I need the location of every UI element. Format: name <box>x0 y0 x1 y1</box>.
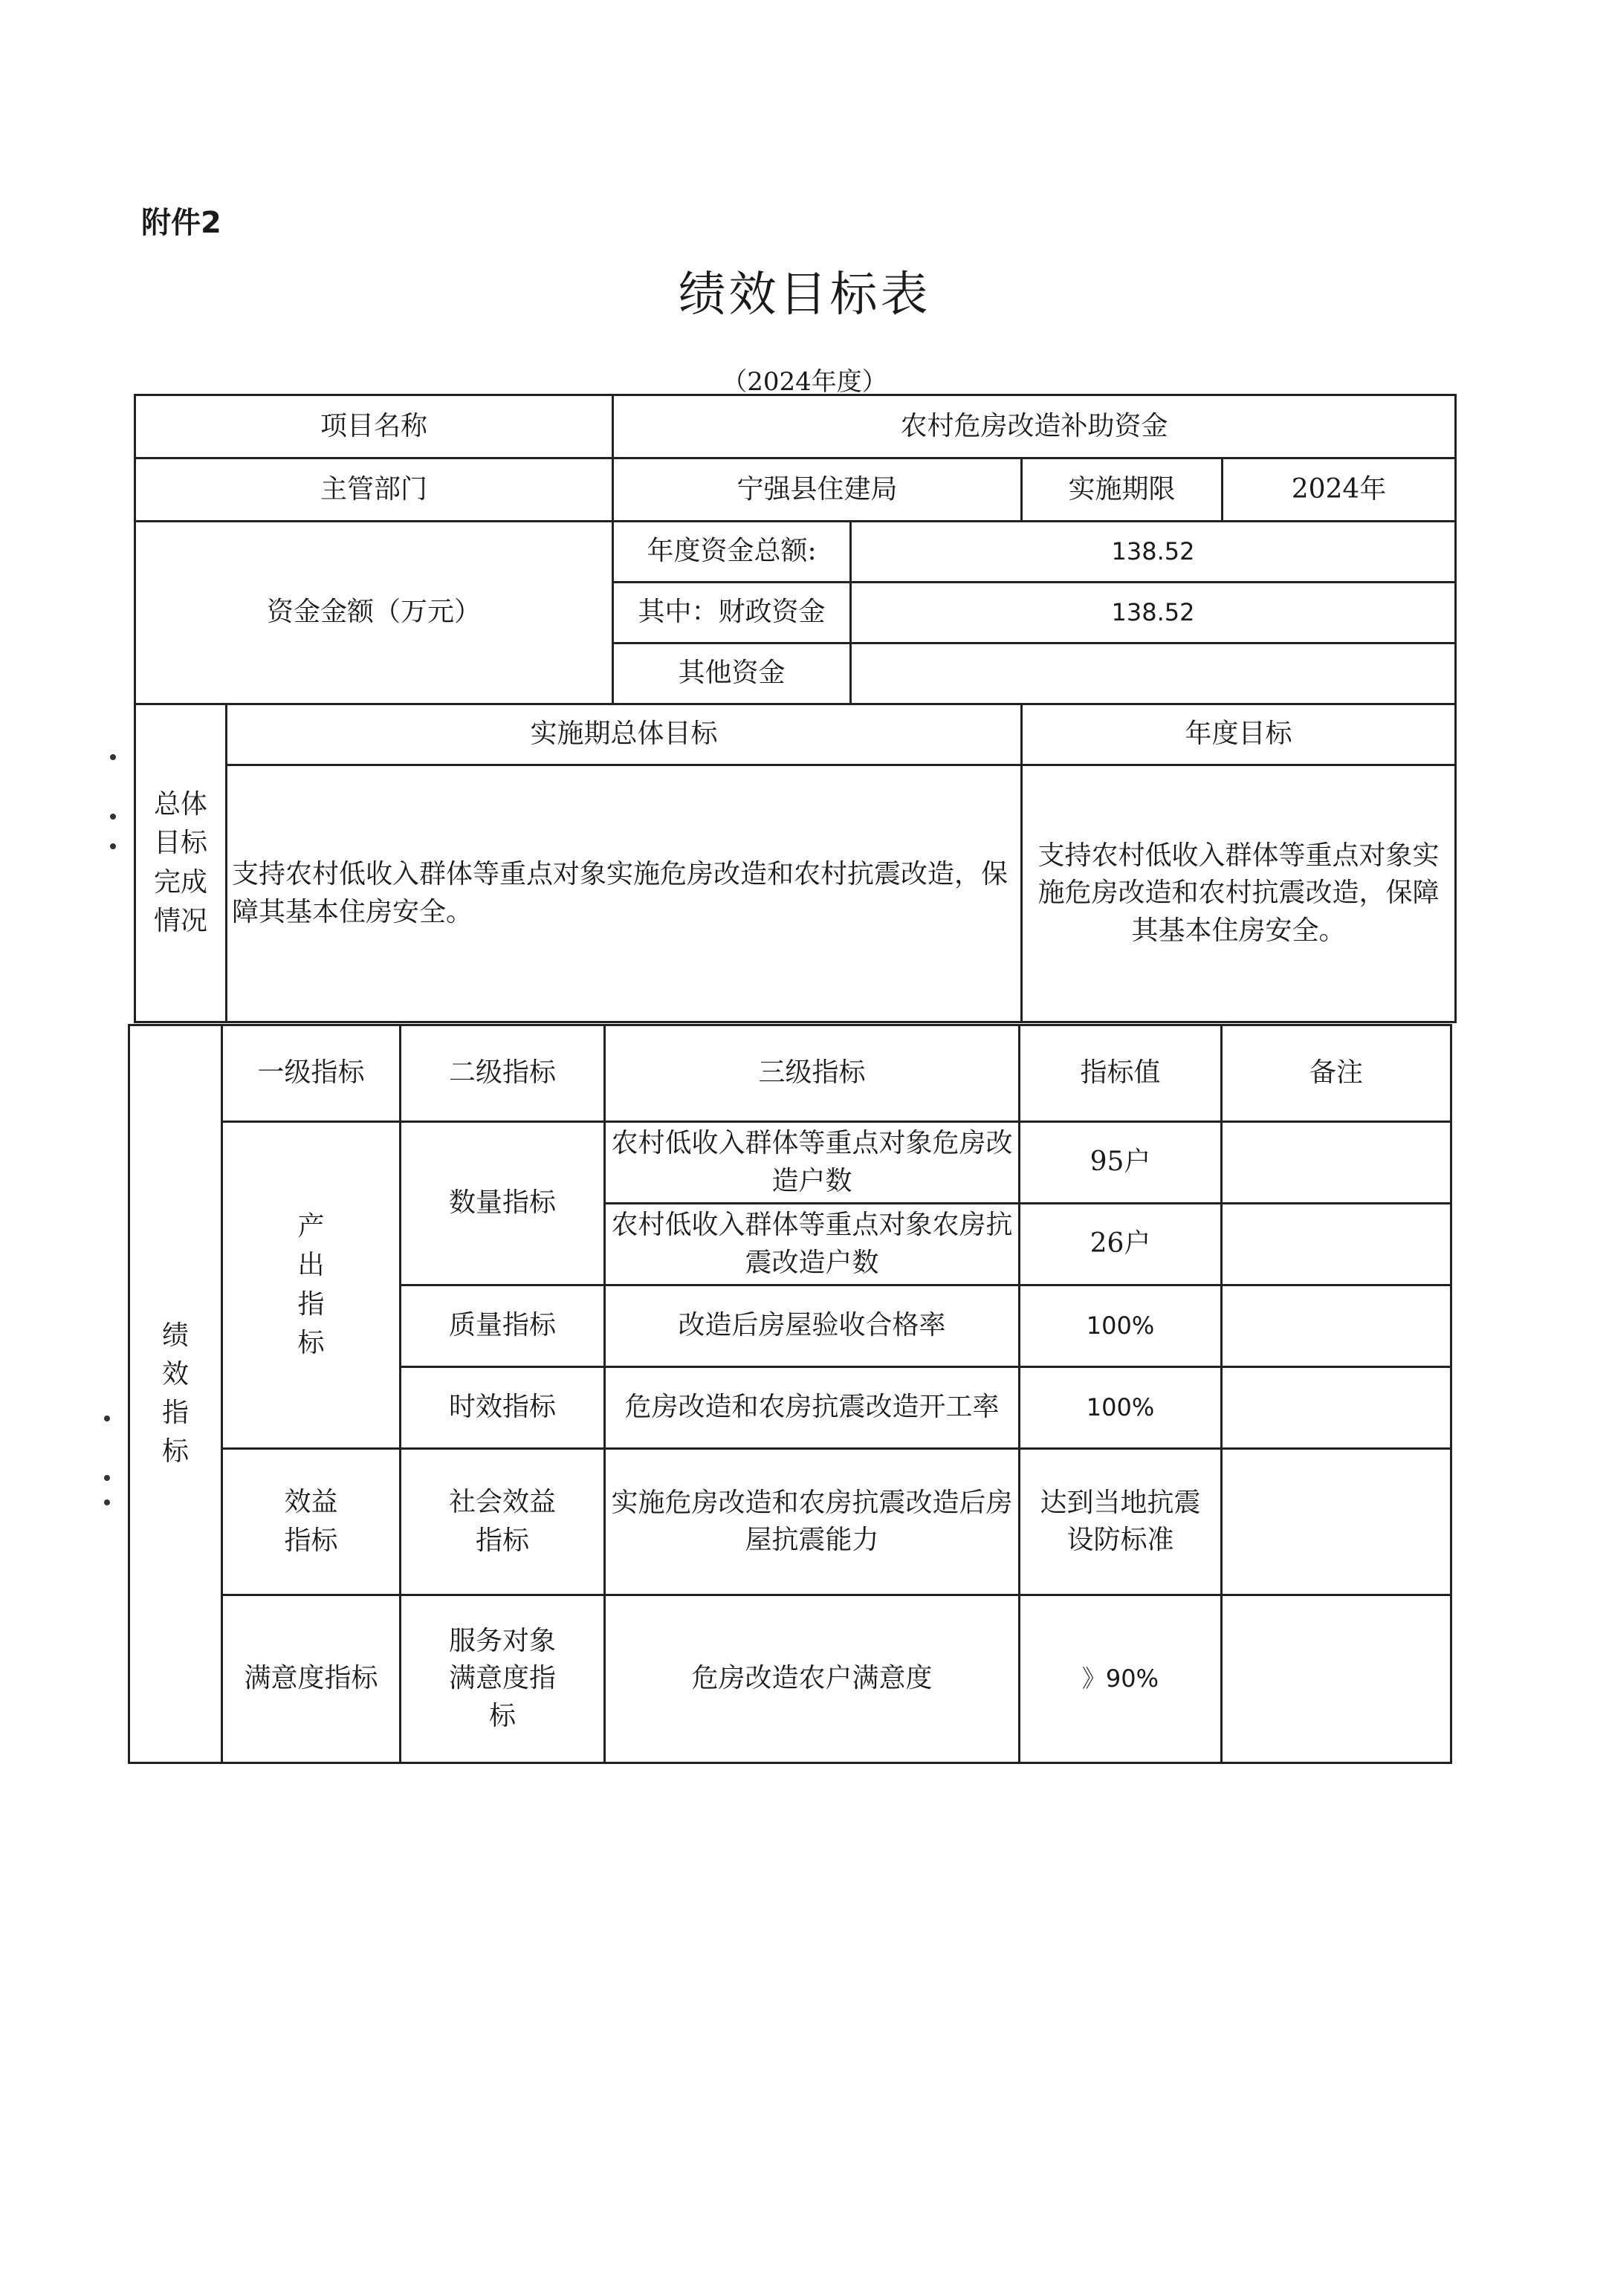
total-funds-value: 138.52 <box>851 522 1456 583</box>
quality-indicator-1-value: 100% <box>1020 1285 1222 1367</box>
funds-label: 资金金额（万元） <box>135 522 613 704</box>
fiscal-funds-value: 138.52 <box>851 583 1456 643</box>
benefit-indicator-label: 效益指标 <box>284 1486 338 1556</box>
time-indicator-1-value: 100% <box>1020 1367 1222 1449</box>
binding-hole-mark <box>110 843 116 849</box>
remark-cell <box>1222 1449 1451 1595</box>
service-indicator-1: 危房改造农户满意度 <box>605 1595 1020 1763</box>
time-indicator-label: 时效指标 <box>401 1367 605 1449</box>
social-indicator-label: 社会效益指标 <box>448 1486 556 1556</box>
satisfaction-indicator-label: 满意度指标 <box>222 1595 401 1763</box>
year-label: （2024年度） <box>722 367 887 397</box>
header-level1: 一级指标 <box>222 1025 401 1122</box>
dept-label: 主管部门 <box>135 458 613 522</box>
total-funds-label: 年度资金总额: <box>613 522 851 583</box>
page-title: 绩效目标表 <box>678 267 931 322</box>
quality-indicator-label: 质量指标 <box>401 1285 605 1367</box>
period-label: 实施期限 <box>1022 458 1223 522</box>
header-level3: 三级指标 <box>605 1025 1020 1122</box>
header-remark: 备注 <box>1222 1025 1451 1122</box>
remark-cell <box>1222 1122 1451 1204</box>
output-indicator-label: 产出指标 <box>297 1211 325 1358</box>
annual-goal-text: 支持农村低收入群体等重点对象实施危房改造和农村抗震改造，保障其基本住房安全。 <box>1022 765 1456 1022</box>
goals-section-label: 总体目标完成情况 <box>153 789 207 936</box>
binding-hole-mark <box>104 1499 110 1505</box>
other-funds-label: 其他资金 <box>613 643 851 704</box>
project-name-label: 项目名称 <box>135 395 613 458</box>
social-indicator-1-value: 达到当地抗震设防标准 <box>1040 1487 1201 1555</box>
header-value: 指标值 <box>1020 1025 1222 1122</box>
basic-info-table <box>134 394 1457 1023</box>
quantity-indicator-1: 农村低收入群体等重点对象危房改造户数 <box>605 1122 1020 1204</box>
overall-goal-header: 实施期总体目标 <box>227 704 1022 765</box>
performance-table <box>128 1024 1452 1764</box>
overall-goal-text: 支持农村低收入群体等重点对象实施危房改造和农村抗震改造，保障其基本住房安全。 <box>227 765 1022 1022</box>
social-indicator-1: 实施危房改造和农房抗震改造后房屋抗震能力 <box>605 1449 1020 1595</box>
dept-value: 宁强县住建局 <box>613 458 1022 522</box>
quantity-indicator-2-value: 26户 <box>1020 1204 1222 1285</box>
header-level2: 二级指标 <box>401 1025 605 1122</box>
service-indicator-label: 服务对象满意度指标 <box>448 1625 556 1731</box>
quantity-indicator-1-value: 95户 <box>1020 1122 1222 1204</box>
time-indicator-1: 危房改造和农房抗震改造开工率 <box>605 1367 1020 1449</box>
remark-cell <box>1222 1595 1451 1763</box>
fiscal-funds-label: 其中：财政资金 <box>613 583 851 643</box>
remark-cell <box>1222 1367 1451 1449</box>
binding-hole-mark <box>104 1415 110 1421</box>
other-funds-value <box>851 643 1456 704</box>
performance-section-label: 绩效指标 <box>161 1320 189 1468</box>
attachment-label: 附件2 <box>141 206 221 240</box>
binding-hole-mark <box>110 814 116 820</box>
period-value: 2024年 <box>1223 458 1456 522</box>
project-name-value: 农村危房改造补助资金 <box>613 395 1456 458</box>
binding-hole-mark <box>104 1475 110 1481</box>
quantity-indicator-2: 农村低收入群体等重点对象农房抗震改造户数 <box>605 1204 1020 1285</box>
binding-hole-mark <box>110 754 116 760</box>
quality-indicator-1: 改造后房屋验收合格率 <box>605 1285 1020 1367</box>
annual-goal-header: 年度目标 <box>1022 704 1456 765</box>
remark-cell <box>1222 1204 1451 1285</box>
quantity-indicator-label: 数量指标 <box>401 1122 605 1285</box>
remark-cell <box>1222 1285 1451 1367</box>
service-indicator-1-value: 》90% <box>1020 1595 1222 1763</box>
